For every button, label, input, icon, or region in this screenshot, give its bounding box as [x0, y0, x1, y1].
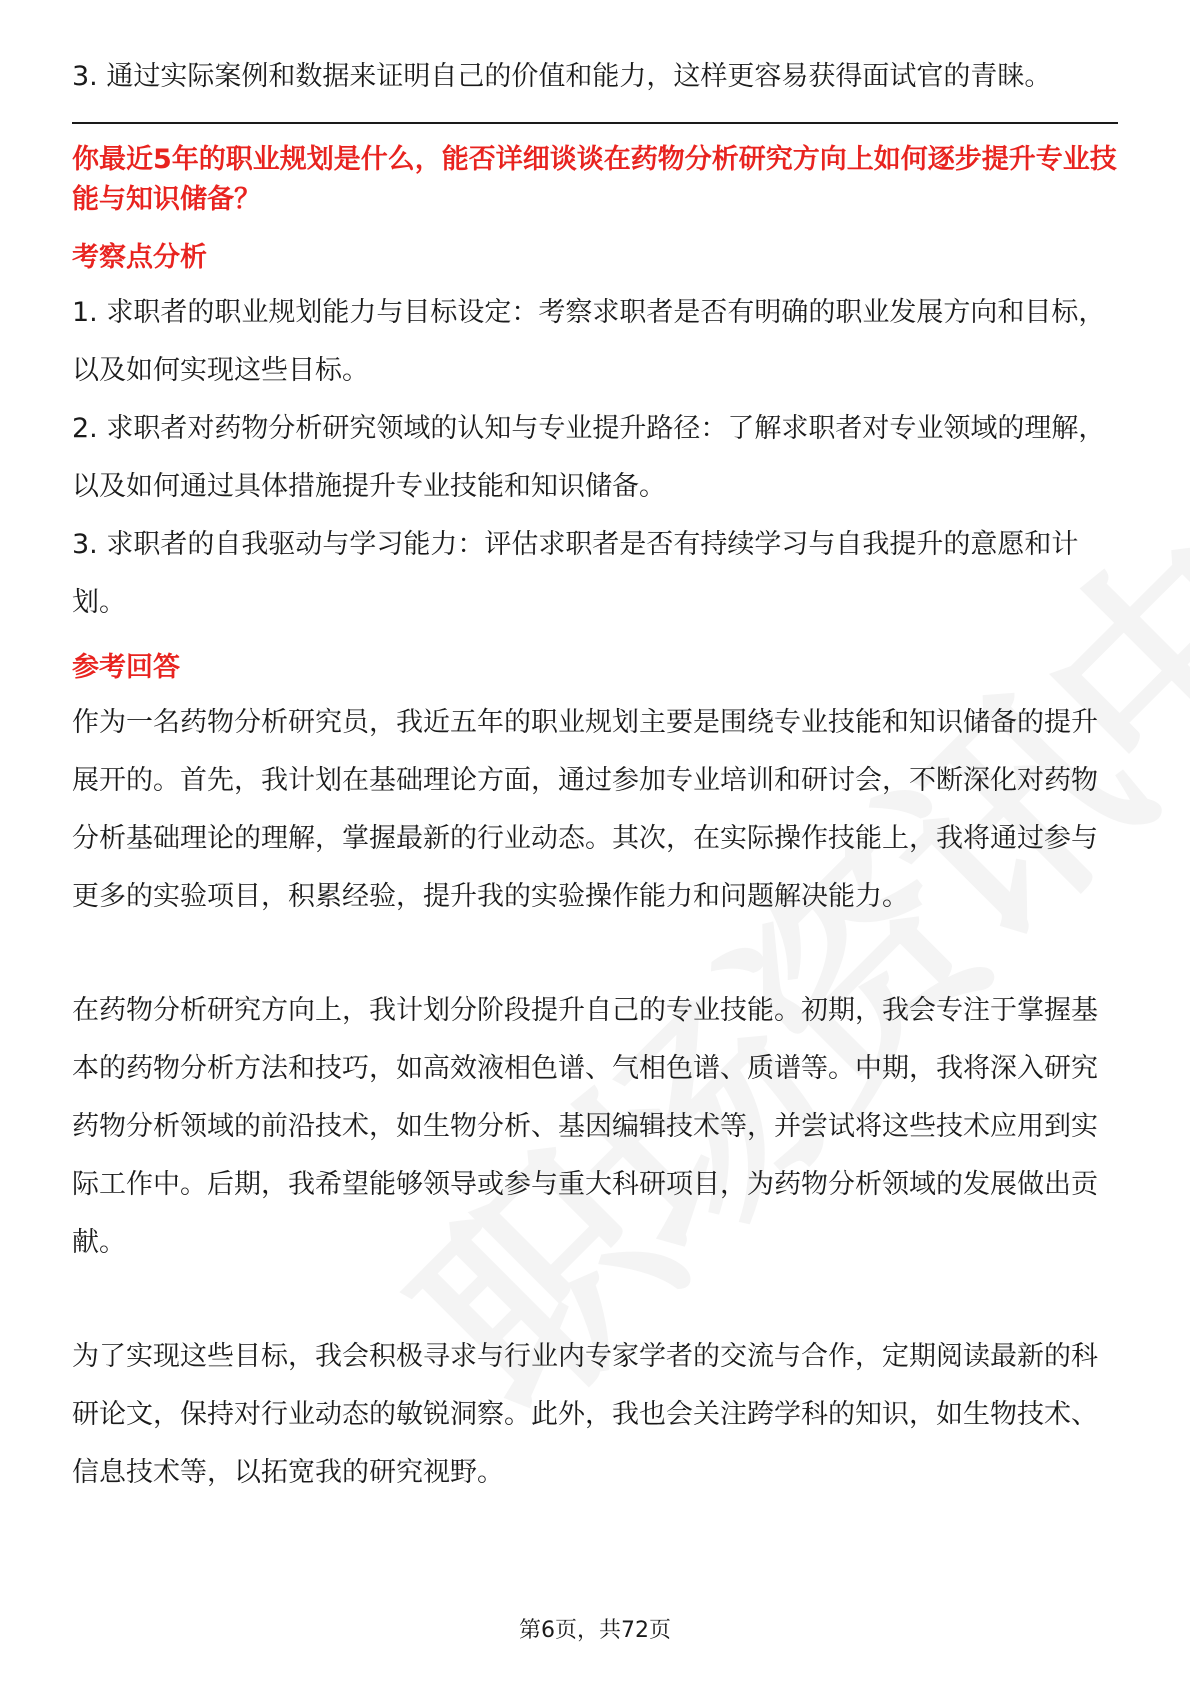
interview-question: 你最近5年的职业规划是什么，能否详细谈谈在药物分析研究方向上如何逐步提升专业技能与知识储备？: [72, 144, 1117, 215]
previous-list-item: 3. 通过实际案例和数据来证明自己的价值和能力，这样更容易获得面试官的青睐。: [72, 61, 1052, 92]
spacer: [72, 926, 1118, 982]
section-divider: [72, 122, 1118, 124]
answer-paragraph: 在药物分析研究方向上，我计划分阶段提升自己的专业技能。初期，我会专注于掌握基本的药物分析方法和技巧，如高效液相色谱、气相色谱、质谱等。中期，我将深入研究药物分析领域的前沿技术，如生物分析、基因编辑技术等，并尝试将这些技术应用到实际工作中。后期，我希望能够领导或参与重大科研项目，为药物分析领域的发展做出贡献。: [72, 995, 1098, 1258]
answer-heading: 参考回答: [72, 652, 180, 683]
spacer: [72, 1272, 1118, 1328]
analysis-heading: 考察点分析: [72, 242, 207, 273]
page-number-footer: 第6页，共72页: [519, 1618, 671, 1643]
analysis-item: 2. 求职者对药物分析研究领域的认知与专业提升路径：了解求职者对专业领域的理解，以及如何通过具体措施提升专业技能和知识储备。: [72, 413, 1106, 502]
page-content: [72, 48, 1118, 1502]
answer-paragraph: 为了实现这些目标，我会积极寻求与行业内专家学者的交流与合作，定期阅读最新的科研论文，保持对行业动态的敏锐洞察。此外，我也会关注跨学科的知识，如生物技术、信息技术等，以拓宽我的研究视野。: [72, 1341, 1098, 1488]
analysis-item: 3. 求职者的自我驱动与学习能力：评估求职者是否有持续学习与自我提升的意愿和计划。: [72, 529, 1079, 618]
analysis-item: 1. 求职者的职业规划能力与目标设定：考察求职者是否有明确的职业发展方向和目标，以及如何实现这些目标。: [72, 297, 1106, 386]
spacer: [72, 632, 1118, 642]
answer-paragraph: 作为一名药物分析研究员，我近五年的职业规划主要是围绕专业技能和知识储备的提升展开的。首先，我计划在基础理论方面，通过参加专业培训和研讨会，不断深化对药物分析基础理论的理解，掌握最新的行业动态。其次，在实际操作技能上，我将通过参与更多的实验项目，积累经验，提升我的实验操作能力和问题解决能力。: [72, 707, 1098, 912]
